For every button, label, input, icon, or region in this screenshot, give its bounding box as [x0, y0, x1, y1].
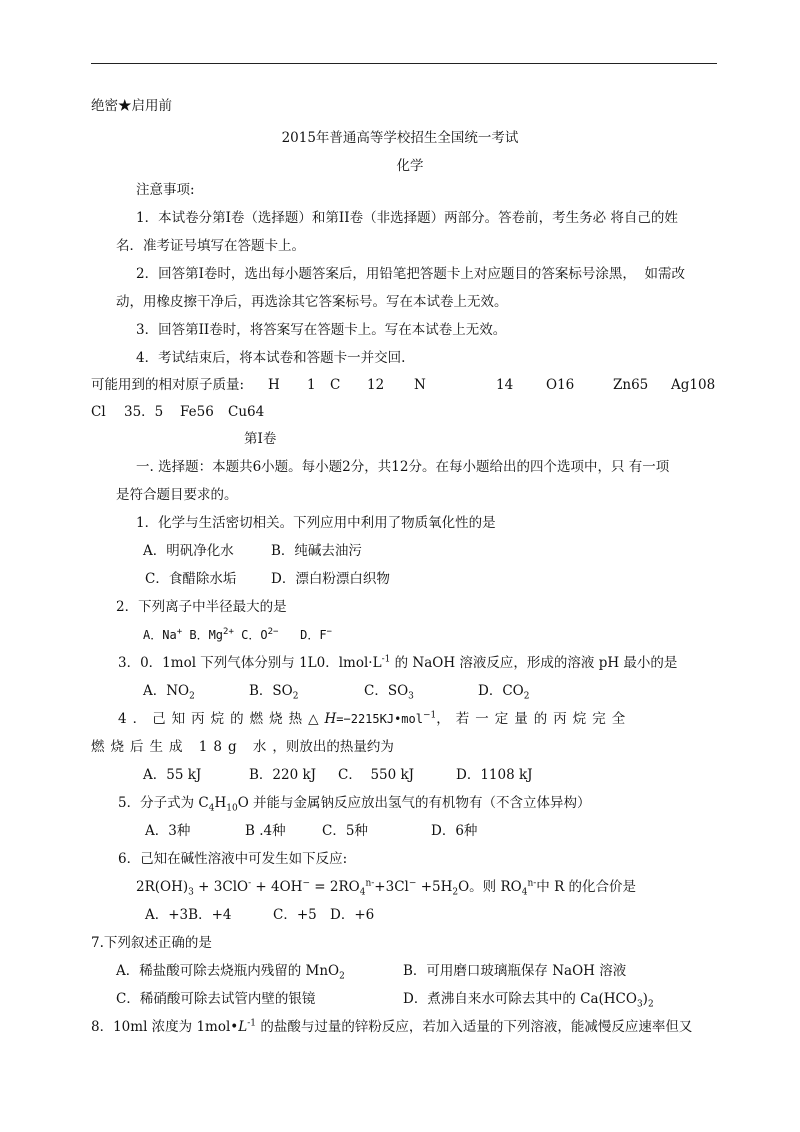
atomic-item: N: [414, 377, 426, 393]
exam-title: 2015年普通高等学校招生全国统一考试: [281, 130, 519, 146]
q5-option-a: A．3种: [145, 823, 191, 839]
secret-label: 绝密★启用前: [91, 98, 172, 114]
q5-option-b: B .4种: [245, 823, 286, 839]
q7-stem: 7.下列叙述正确的是: [91, 935, 212, 951]
q7-option-c: C．稀硝酸可除去试管内壁的银镜: [116, 991, 316, 1007]
atomic-item: 12: [367, 377, 385, 393]
q1-option-b: B．纯碱去油污: [271, 543, 362, 559]
q5-option-d: D．6种: [431, 823, 478, 839]
q7-option-b: B．可用磨口玻璃瓶保存 NaOH 溶液: [403, 963, 627, 979]
q3-stem: 3．0．1mol 下列气体分别与 1L0．$lmol\cdot L^{-1}$ 的 NaOH 溶液反应，形成的溶液 pH 最小的是: [118, 654, 678, 671]
atomic-item: 1: [307, 377, 316, 393]
atomic-item: 35．5: [124, 404, 164, 420]
q6-equation: $2R(OH)_3 + 3ClO^- + 4OH^- = 2RO_4^{n-}+3Cl^- +5H_2O$。则 $RO_4^{n-}$中 R 的化合价是: [136, 878, 637, 898]
q3-option-b: B．$SO_2$: [249, 683, 299, 702]
q4-option-a: A．55 kJ: [143, 767, 202, 783]
note-4: 4．考试结束后，将本试卷和答题卡一并交回.: [136, 350, 406, 366]
q1-option-d: D．漂白粉漂白织物: [271, 571, 390, 587]
atomic-item: O16: [546, 377, 575, 393]
atomic-mass-label: 可能用到的相对原子质量:: [91, 377, 245, 393]
q6-options-ab: A．+3B．+4: [145, 907, 232, 923]
q6-stem: 6．己知在碱性溶液中可发生如下反应:: [118, 851, 348, 867]
note-1-line-2: 名．准考证号填写在答题卡上。: [116, 238, 305, 254]
q3-option-a: A．$NO_2$: [143, 683, 195, 702]
q7-option-d: D．煮沸自来水可除去其中的 $Ca(HCO_3)_2$: [403, 991, 654, 1010]
q7-option-a: A．稀盐酸可除去烧瓶内残留的 MnO$_2$: [116, 963, 345, 982]
notes-heading: 注意事项:: [136, 182, 195, 198]
atomic-item: Ag108: [671, 377, 716, 393]
q1-stem: 1．化学与生活密切相关。下列应用中利用了物质氧化性的是: [136, 515, 496, 531]
q3-option-c: C．$SO_3$: [364, 683, 414, 702]
top-rule: [91, 63, 717, 64]
q1-option-c: C．食醋除水垢: [145, 571, 237, 587]
atomic-item: Fe56: [180, 404, 214, 420]
q5-stem: 5．分子式为 $C_4H_{10}O$ 并能与金属钠反应放出氢气的有机物有（不含立体异构）: [118, 795, 591, 814]
q4-option-d: D．1108 kJ: [456, 767, 533, 783]
atomic-item: Cu64: [228, 404, 265, 420]
atomic-item: H: [268, 377, 280, 393]
q4-stem-line-2: 燃烧后生成 18g 水，则放出的热量约为: [91, 739, 394, 755]
section-instructions-line-2: 是符合题目要求的。: [116, 487, 238, 503]
note-1-line-1: 1．本试卷分第Ⅰ卷（选择题）和第II卷（非选择题）两部分。答卷前，考生务必 将自己的姓: [136, 210, 678, 226]
q8-stem: 8．10ml 浓度为 $1mol•L^{-1}$ 的盐酸与过量的锌粉反应，若加入适量的下列溶液，能减慢反应速率但又: [91, 1018, 693, 1035]
atomic-item: Cl: [91, 404, 106, 420]
atomic-item: 14: [496, 377, 514, 393]
q2-stem: 2．下列离子中半径最大的是: [116, 599, 287, 615]
q6-option-c: C．+5: [273, 907, 317, 923]
q3-option-d: D．$CO_2$: [478, 683, 530, 702]
q4-option-b: B．220 kJ: [249, 767, 317, 783]
note-2-line-2: 动，用橡皮擦干净后，再选涂其它答案标号。写在本试卷上无效。: [116, 294, 508, 310]
q1-option-a: A．明矾净化水: [143, 543, 234, 559]
part-heading: 第Ⅰ卷: [244, 431, 277, 447]
section-instructions-line-1: 一. 选择题：本题共6小题。每小题2分，共12分。在每小题给出的四个选项中，只 有一项: [136, 459, 670, 475]
subject-title: 化学: [396, 158, 424, 174]
atomic-item: Zn65: [613, 377, 649, 393]
atomic-item: C: [330, 377, 341, 393]
note-3: 3．回答第II卷时，将答案写在答题卡上。写在本试卷上无效。: [136, 322, 507, 338]
q6-option-d: D．+6: [330, 907, 375, 923]
q5-option-c: C．5种: [322, 823, 368, 839]
q2-options: A．Na+ B．$Mg^{2+}$ C．$O^{2-}$ D．F−: [143, 627, 332, 642]
note-2-line-1: 2．回答第Ⅰ卷时，选出每小题答案后，用铅笔把答题卡上对应题目的答案标号涂黑， 如需改: [136, 266, 686, 282]
q4-stem-line-1: 4．己知丙烷的燃烧热△H=−2215KJ•mol$^{-1}$，若一定量的丙烷完全: [118, 710, 632, 727]
q4-option-c: C． 550 kJ: [338, 767, 415, 783]
